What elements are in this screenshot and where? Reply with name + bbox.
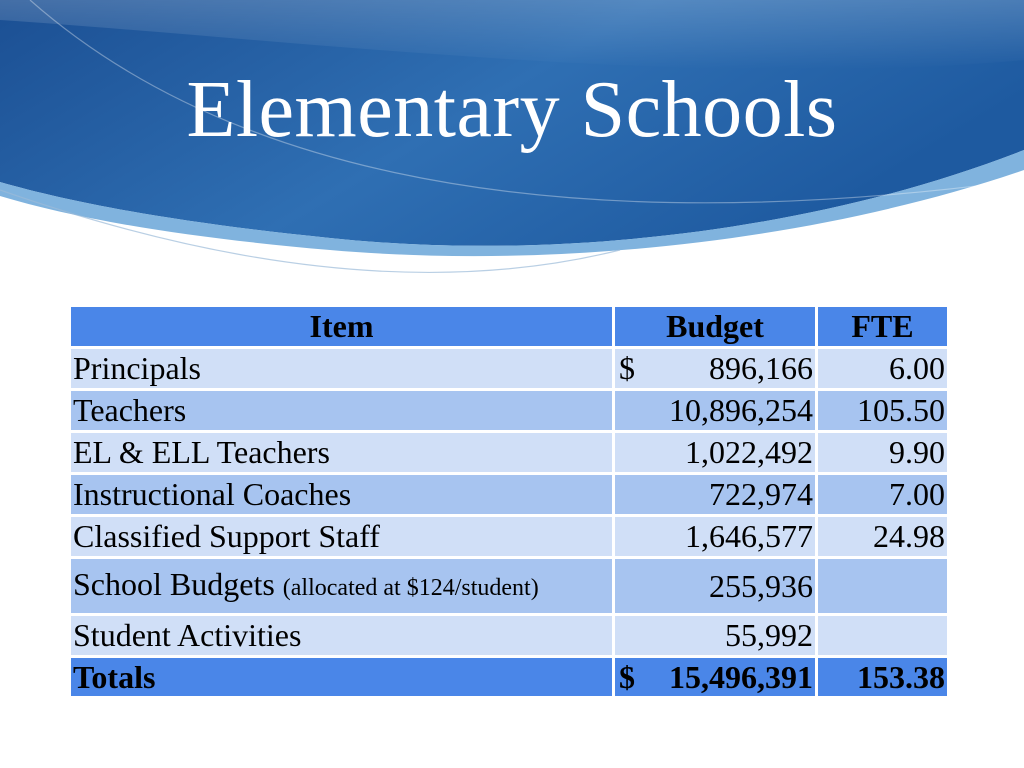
budget-table	[68, 304, 950, 699]
slide-title: Elementary Schools	[186, 66, 838, 154]
row-item: Principals	[71, 349, 612, 388]
row-item: EL & ELL Teachers	[71, 433, 612, 472]
budget-value: 10,896,254	[669, 392, 813, 428]
table-row	[71, 559, 947, 613]
budget-value: 15,496,391	[669, 659, 813, 695]
header-fte: FTE	[818, 307, 947, 346]
header-item: Item	[71, 307, 612, 346]
currency-symbol: $	[619, 659, 635, 695]
table-row	[71, 391, 947, 430]
budget-value: 1,646,577	[685, 518, 813, 554]
row-budget	[615, 517, 815, 556]
budget-value: 55,992	[725, 617, 813, 653]
totals-fte: 153.38	[818, 658, 947, 696]
row-item: Student Activities	[71, 616, 612, 655]
row-item: Classified Support Staff	[71, 517, 612, 556]
budget-value: 1,022,492	[685, 434, 813, 470]
budget-value: 255,936	[709, 568, 813, 604]
table-row	[71, 517, 947, 556]
row-item: Teachers	[71, 391, 612, 430]
totals-budget	[615, 658, 815, 696]
table-row	[71, 616, 947, 655]
row-fte	[818, 616, 947, 655]
currency-symbol: $	[619, 350, 635, 386]
totals-row	[71, 658, 947, 696]
row-item: Instructional Coaches	[71, 475, 612, 514]
row-budget	[615, 433, 815, 472]
row-budget	[615, 475, 815, 514]
budget-value: 896,166	[709, 350, 813, 386]
row-item-label: School Budgets	[73, 566, 275, 602]
row-budget	[615, 391, 815, 430]
table-row	[71, 475, 947, 514]
row-fte: 105.50	[818, 391, 947, 430]
table-header-row	[71, 307, 947, 346]
table-row	[71, 433, 947, 472]
row-fte: 6.00	[818, 349, 947, 388]
row-budget	[615, 616, 815, 655]
table-row	[71, 349, 947, 388]
row-item	[71, 559, 612, 613]
row-item-note: (allocated at $124/student)	[282, 575, 539, 601]
row-fte: 9.90	[818, 433, 947, 472]
budget-value: 722,974	[709, 476, 813, 512]
row-fte: 7.00	[818, 475, 947, 514]
totals-label: Totals	[71, 658, 612, 696]
row-budget	[615, 559, 815, 613]
row-budget	[615, 349, 815, 388]
header-budget: Budget	[615, 307, 815, 346]
row-fte	[818, 559, 947, 613]
row-fte: 24.98	[818, 517, 947, 556]
